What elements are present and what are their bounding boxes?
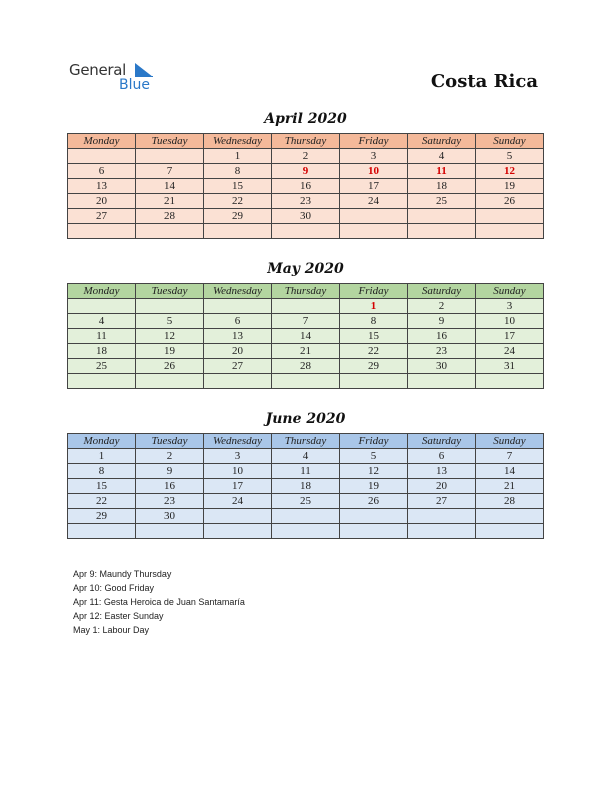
day-cell [340,224,408,239]
day-cell: 6 [408,449,476,464]
week-row [68,479,544,494]
day-cell [340,374,408,389]
day-cell [204,374,272,389]
day-cell: 12 [340,464,408,479]
day-cell [272,374,340,389]
day-cell [408,524,476,539]
day-cell: 25 [68,359,136,374]
day-cell: 21 [136,194,204,209]
weekday-header: Saturday [408,134,476,149]
day-cell: 18 [68,344,136,359]
day-cell [476,209,544,224]
day-cell: 23 [272,194,340,209]
day-cell: 3 [204,449,272,464]
day-cell: 13 [408,464,476,479]
day-cell: 16 [136,479,204,494]
day-cell [136,149,204,164]
month-title: June 2020 [265,411,346,427]
week-row [68,179,544,194]
day-cell [272,524,340,539]
day-cell: 20 [68,194,136,209]
day-cell: 7 [476,449,544,464]
day-cell [68,224,136,239]
day-cell: 7 [136,164,204,179]
week-row [68,464,544,479]
weekday-header: Friday [340,284,408,299]
day-cell: 8 [204,164,272,179]
day-cell: 28 [272,359,340,374]
day-cell: 11 [272,464,340,479]
day-cell: 8 [68,464,136,479]
day-cell: 12 [476,164,544,179]
week-row [68,314,544,329]
day-cell [136,524,204,539]
week-row [68,194,544,209]
week-row [68,509,544,524]
day-cell: 31 [476,359,544,374]
day-cell: 7 [272,314,340,329]
day-cell: 29 [340,359,408,374]
day-cell: 21 [476,479,544,494]
logo-triangle-icon [135,63,153,77]
day-cell: 30 [136,509,204,524]
day-cell [136,374,204,389]
day-cell: 28 [136,209,204,224]
day-cell [476,224,544,239]
day-cell [68,149,136,164]
week-row [68,524,544,539]
day-cell [204,524,272,539]
weekday-header: Wednesday [204,134,272,149]
weekday-header: Tuesday [136,284,204,299]
day-cell: 20 [408,479,476,494]
day-cell: 1 [340,299,408,314]
day-cell: 26 [340,494,408,509]
day-cell: 13 [68,179,136,194]
day-cell: 17 [340,179,408,194]
day-cell [408,374,476,389]
week-row [68,449,544,464]
day-cell [476,509,544,524]
day-cell: 4 [68,314,136,329]
day-cell: 22 [340,344,408,359]
day-cell: 10 [204,464,272,479]
weekday-header: Saturday [408,434,476,449]
day-cell [340,509,408,524]
day-cell: 9 [272,164,340,179]
holiday-note: Apr 10: Good Friday [73,583,155,593]
day-cell: 11 [408,164,476,179]
weekday-header: Sunday [476,134,544,149]
day-cell [408,224,476,239]
day-cell: 18 [408,179,476,194]
holiday-notes [73,567,245,637]
day-cell: 16 [408,329,476,344]
day-cell: 24 [204,494,272,509]
weekday-header: Monday [68,134,136,149]
day-cell: 6 [68,164,136,179]
weekday-header: Tuesday [136,134,204,149]
week-row [68,494,544,509]
day-cell: 2 [136,449,204,464]
day-cell [340,524,408,539]
day-cell: 21 [272,344,340,359]
day-cell: 14 [476,464,544,479]
day-cell [204,299,272,314]
day-cell: 13 [204,329,272,344]
day-cell: 10 [340,164,408,179]
day-cell [408,209,476,224]
day-cell: 1 [204,149,272,164]
month-title: May 2020 [267,261,344,277]
weekday-header: Friday [340,134,408,149]
week-row [68,374,544,389]
day-cell: 23 [136,494,204,509]
day-cell: 9 [136,464,204,479]
day-cell: 5 [136,314,204,329]
day-cell: 6 [204,314,272,329]
holiday-note: Apr 12: Easter Sunday [73,611,164,621]
day-cell [68,524,136,539]
weekday-header-row [68,284,544,299]
day-cell: 27 [68,209,136,224]
day-cell: 23 [408,344,476,359]
day-cell: 29 [204,209,272,224]
weekday-header: Thursday [272,134,340,149]
day-cell: 15 [68,479,136,494]
week-row [68,224,544,239]
day-cell [68,299,136,314]
holiday-note: Apr 11: Gesta Heroica de Juan Santamaría [73,597,245,607]
week-row [68,329,544,344]
day-cell [204,224,272,239]
day-cell: 12 [136,329,204,344]
holiday-note: May 1: Labour Day [73,625,150,635]
day-cell [136,224,204,239]
day-cell: 16 [272,179,340,194]
day-cell: 27 [204,359,272,374]
day-cell: 15 [204,179,272,194]
day-cell: 2 [272,149,340,164]
day-cell: 14 [272,329,340,344]
week-row [68,209,544,224]
weekday-header: Sunday [476,284,544,299]
day-cell [476,524,544,539]
month-table [67,283,544,389]
week-row [68,359,544,374]
day-cell: 22 [68,494,136,509]
holiday-note: Apr 9: Maundy Thursday [73,569,172,579]
weekday-header: Monday [68,284,136,299]
day-cell: 4 [408,149,476,164]
country-title: Costa Rica [430,71,538,92]
day-cell: 28 [476,494,544,509]
day-cell: 22 [204,194,272,209]
weekday-header: Thursday [272,284,340,299]
day-cell: 18 [272,479,340,494]
day-cell: 24 [476,344,544,359]
week-row [68,344,544,359]
day-cell: 30 [272,209,340,224]
weekday-header: Wednesday [204,284,272,299]
day-cell: 19 [476,179,544,194]
day-cell [272,224,340,239]
day-cell: 19 [136,344,204,359]
day-cell [476,374,544,389]
day-cell: 8 [340,314,408,329]
day-cell [272,299,340,314]
weekday-header: Saturday [408,284,476,299]
weekday-header: Sunday [476,434,544,449]
day-cell: 25 [272,494,340,509]
month-title: April 2020 [264,111,347,127]
day-cell: 25 [408,194,476,209]
day-cell: 10 [476,314,544,329]
week-row [68,299,544,314]
day-cell: 26 [136,359,204,374]
day-cell: 20 [204,344,272,359]
weekday-header-row [68,434,544,449]
day-cell: 17 [204,479,272,494]
day-cell [340,209,408,224]
day-cell: 14 [136,179,204,194]
day-cell [408,509,476,524]
day-cell: 5 [340,449,408,464]
month-table [67,433,544,539]
day-cell: 3 [476,299,544,314]
day-cell: 26 [476,194,544,209]
day-cell: 1 [68,449,136,464]
logo-general-text: General [69,61,127,79]
week-row [68,164,544,179]
day-cell: 24 [340,194,408,209]
day-cell: 5 [476,149,544,164]
generalblue-logo [69,61,159,97]
week-row [68,149,544,164]
day-cell [204,509,272,524]
logo-blue-text: Blue [119,77,150,93]
weekday-header: Tuesday [136,434,204,449]
month-table [67,133,544,239]
weekday-header: Friday [340,434,408,449]
day-cell [68,374,136,389]
day-cell: 15 [340,329,408,344]
day-cell: 29 [68,509,136,524]
day-cell: 30 [408,359,476,374]
day-cell: 9 [408,314,476,329]
weekday-header-row [68,134,544,149]
day-cell: 2 [408,299,476,314]
day-cell: 11 [68,329,136,344]
day-cell [272,509,340,524]
weekday-header: Monday [68,434,136,449]
day-cell: 19 [340,479,408,494]
weekday-header: Wednesday [204,434,272,449]
day-cell: 27 [408,494,476,509]
day-cell: 3 [340,149,408,164]
day-cell: 4 [272,449,340,464]
weekday-header: Thursday [272,434,340,449]
day-cell [136,299,204,314]
day-cell: 17 [476,329,544,344]
